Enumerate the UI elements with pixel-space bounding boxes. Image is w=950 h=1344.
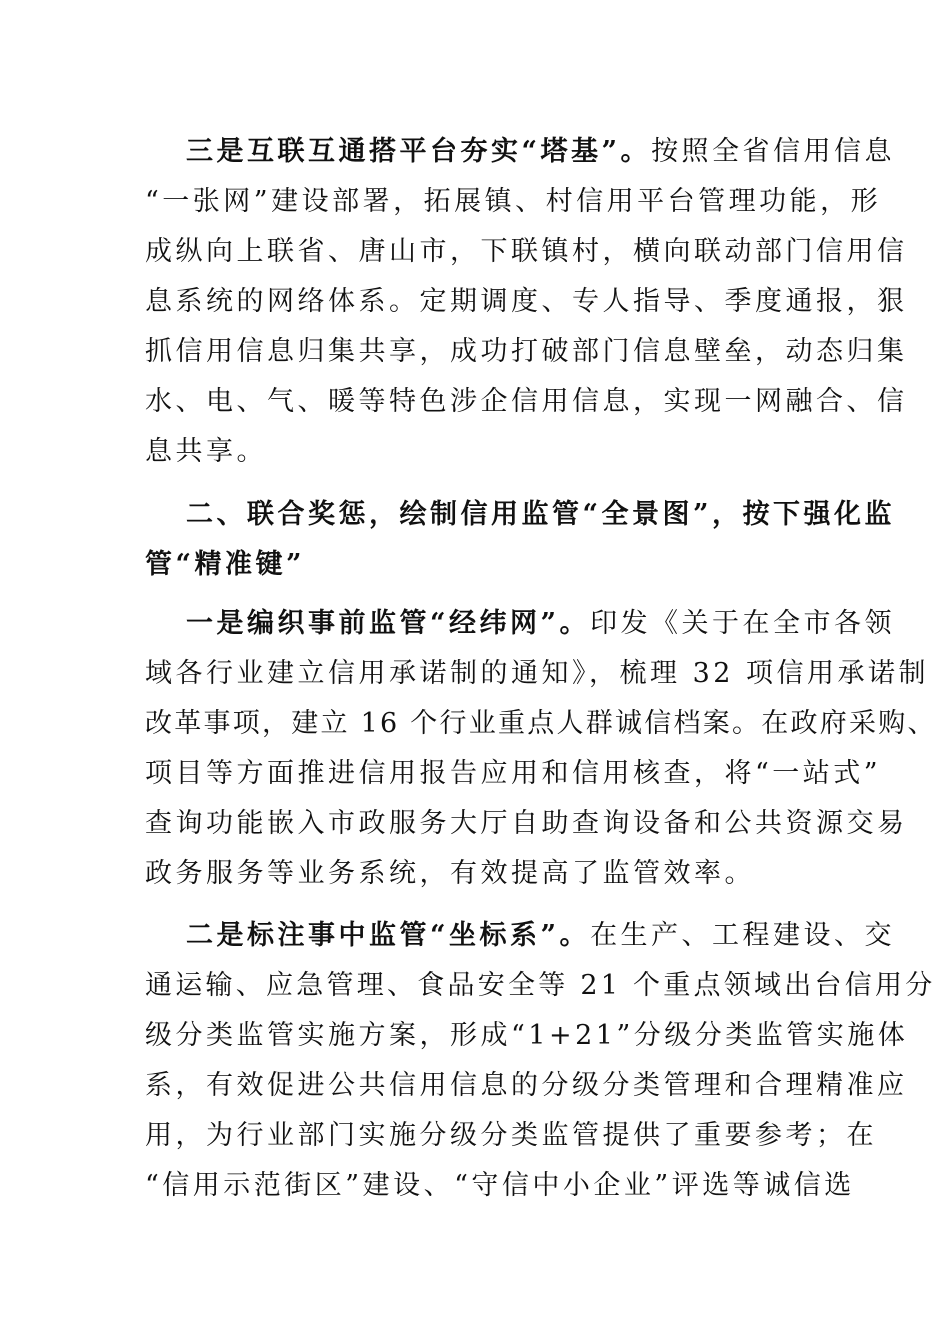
paragraph-heading: 二是标注事中监管“坐标系”。 [186, 920, 591, 951]
paragraph-line [186, 606, 896, 642]
section-title: 二、联合奖惩，绘制信用监管“全景图”，按下强化监 [186, 499, 896, 530]
paragraph-line: 用，为行业部门实施分级分类监管提供了重要参考；在 [145, 1120, 877, 1151]
paragraph-line: 抓信用信息归集共享，成功打破部门信息壁垒，动态归集 [145, 336, 908, 367]
paragraph-text: 按照全省信用信息 [651, 136, 896, 167]
paragraph-line [186, 134, 896, 170]
paragraph-line: 息系统的网络体系。定期调度、专人指导、季度通报，狠 [145, 286, 908, 317]
paragraph-text: 印发《关于在全市各领 [590, 608, 896, 639]
paragraph-line: 政务服务等业务系统，有效提高了监管效率。 [145, 858, 755, 889]
section-title: 管“精准键” [145, 549, 306, 580]
paragraph-line: “信用示范街区”建设、“守信中小企业”评选等诚信选 [145, 1170, 855, 1201]
paragraph-line: 域各行业建立信用承诺制的通知》，梳理 32 项信用承诺制 [145, 658, 930, 689]
paragraph-line: 项目等方面推进信用报告应用和信用核查，将“一站式” [145, 758, 882, 789]
paragraph-line: 查询功能嵌入市政服务大厅自助查询设备和公共资源交易 [145, 808, 908, 839]
paragraph-line: 成纵向上联省、唐山市，下联镇村，横向联动部门信用信 [145, 236, 908, 267]
paragraph-text: 在生产、工程建设、交 [590, 920, 896, 951]
paragraph-line [186, 918, 896, 954]
paragraph-line: “一张网”建设部署，拓展镇、村信用平台管理功能，形 [145, 186, 882, 217]
paragraph-line: 级分类监管实施方案，形成“1+21”分级分类监管实施体 [145, 1020, 909, 1051]
paragraph-line: 水、电、气、暖等特色涉企信用信息，实现一网融合、信 [145, 386, 908, 417]
paragraph-heading: 一是编织事前监管“经纬网”。 [186, 608, 591, 639]
paragraph-line: 系，有效促进公共信用信息的分级分类管理和合理精准应 [145, 1070, 908, 1101]
paragraph-line: 息共享。 [145, 436, 267, 467]
paragraph-heading: 三是互联互通搭平台夯实“塔基”。 [186, 136, 652, 167]
paragraph-line: 改革事项，建立 16 个行业重点人群诚信档案。在政府采购、 [145, 708, 937, 739]
paragraph-line: 通运输、应急管理、食品安全等 21 个重点领域出台信用分 [145, 970, 936, 1001]
